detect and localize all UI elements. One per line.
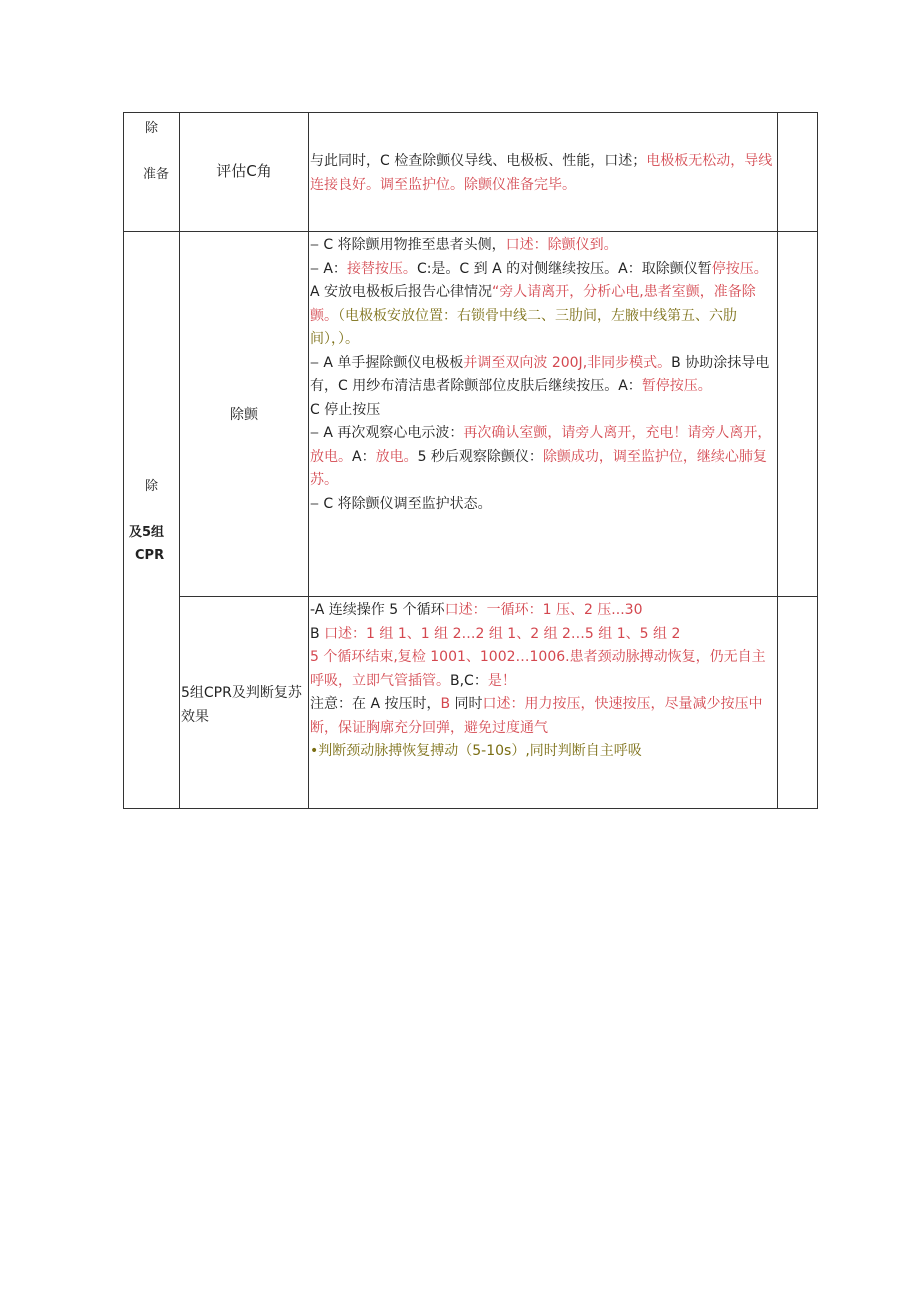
step-label-defib: 除颤 — [230, 407, 258, 423]
section-line: 准备 — [143, 166, 170, 182]
section-line: 除 — [145, 121, 159, 136]
content-line: ‒ A：接替按压。C:是。C 到 A 的对侧继续按压。A：取除颤仪暂停按压。A 安放电极板后报告心律情况“旁人请离开，分析心电,患者室颤，准备除颤。（电极板安放位置：右锁骨中线二、三肋间，左腋中线第五、六肋间），）。 — [310, 260, 768, 347]
content-line: ‒ A 再次观察心电示波：再次确认室颤，请旁人离开，充电！请旁人离开，放电。A：放电。5 秒后观察除颤仪：除颤成功，调至监护位，继续心肺复苏。 — [310, 425, 772, 488]
table-border-top — [123, 112, 818, 113]
content-line: •判断颈动脉搏恢复搏动（5-10s）,同时判断自主呼吸 — [310, 743, 642, 759]
content-text-highlight: 电极板无松动，导线连接良好。调至监护位。除颤仪准备完毕。 — [310, 153, 773, 193]
content-line: 注意：在 A 按压时，B 同时口述：用力按压，快速按压，尽量减少按压中断，保证胸廓充分回弹，避免过度通气 — [310, 696, 763, 736]
row-divider-1 — [123, 231, 818, 232]
content-line: ‒ C 将除颤仪调至监护状态。 — [310, 495, 492, 512]
section-line: CPR — [135, 548, 165, 563]
procedure-table — [123, 112, 818, 809]
content-line: B 口述：1 组 1、1 组 2…2 组 1、2 组 2…5 组 1、5 组 2 — [310, 625, 681, 642]
content-line: ‒ C 将除颤用物推至患者头侧，口述：除颤仪到。 — [310, 237, 618, 253]
col-divider-1 — [179, 112, 180, 809]
table-border-bottom — [123, 808, 818, 809]
content-line: ‒ A 单手握除颤仪电极板并调至双向波 200J,非同步模式。B 协助涂抹导电有，C 用纱布清洁患者除颤部位皮肤后继续按压。A：暂停按压。 C 停止按压 — [310, 354, 770, 418]
content-text: 与此同时，C 检查除颤仪导线、电极板、性能，口述； — [310, 153, 647, 169]
section-label-prepare — [123, 117, 179, 186]
step-label-assess: 评估C角 — [216, 162, 272, 180]
table-border-left — [123, 112, 124, 809]
section-label-defib-cpr — [123, 475, 179, 568]
col-divider-2 — [308, 112, 309, 809]
step-content-cpr — [310, 599, 776, 764]
step-content-defib — [310, 234, 776, 516]
col-divider-3 — [777, 112, 778, 809]
step-content-assess — [310, 150, 776, 197]
row-divider-2 — [180, 596, 818, 597]
content-line: 5 个循环结束,复检 1001、1002…1006.患者颈动脉搏动恢复，仍无自主呼吸，立即气管插管。B,C：是！ — [310, 649, 766, 689]
content-line: -A 连续操作 5 个循环口述：一循环：1 压、2 压...30 — [310, 602, 643, 618]
section-line: 及5组 — [129, 524, 165, 540]
step-label-cpr-assess: 5组CPR及判断复苏效果 — [181, 685, 302, 725]
section-line: 除 — [145, 479, 159, 494]
table-border-right — [817, 112, 818, 809]
